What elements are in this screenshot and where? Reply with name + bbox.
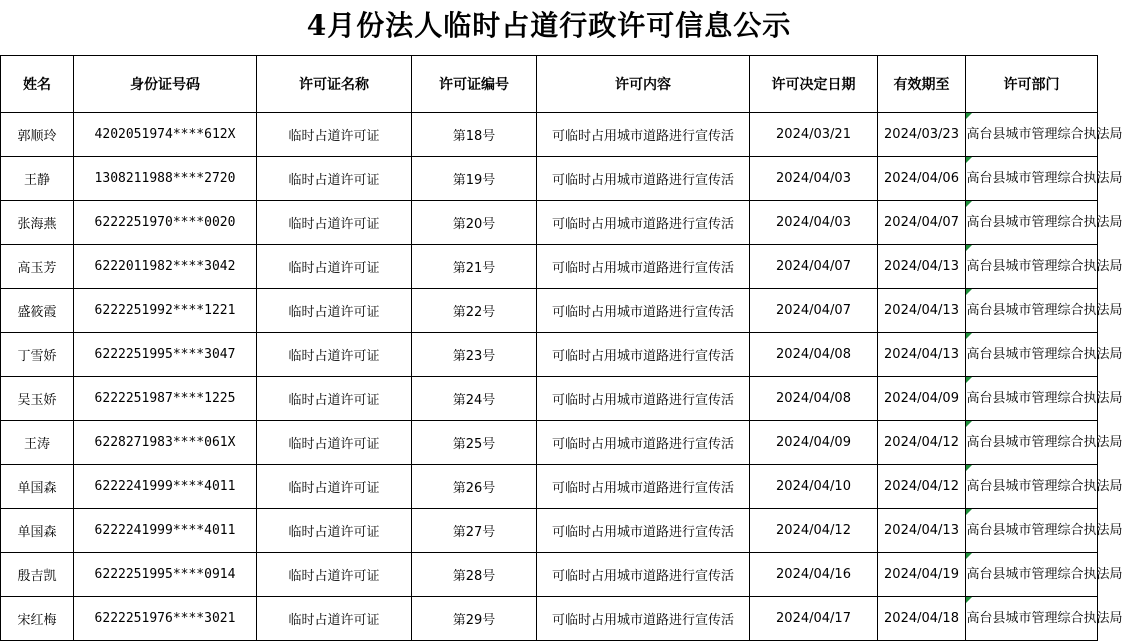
cell-valid-until: 2024/04/12	[878, 465, 966, 509]
cell-comment-marker-icon	[966, 289, 972, 295]
cell-permit-content: 可临时占用城市道路进行宣传活	[537, 377, 750, 421]
cell-license-name: 临时占道许可证	[257, 333, 412, 377]
cell-id-number: 6222251992****1221	[74, 289, 257, 333]
cell-name: 郭顺玲	[1, 113, 74, 157]
cell-decision-date: 2024/04/07	[750, 245, 878, 289]
cell-permit-content: 可临时占用城市道路进行宣传活	[537, 289, 750, 333]
cell-name: 单国森	[1, 465, 74, 509]
cell-comment-marker-icon	[966, 245, 972, 251]
cell-decision-date: 2024/03/21	[750, 113, 878, 157]
cell-name: 王涛	[1, 421, 74, 465]
cell-permit-content: 可临时占用城市道路进行宣传活	[537, 509, 750, 553]
cell-permit-content: 可临时占用城市道路进行宣传活	[537, 157, 750, 201]
cell-valid-until: 2024/04/19	[878, 553, 966, 597]
cell-department	[966, 157, 1123, 201]
cell-license-number: 第25号	[412, 421, 537, 465]
header-permit-content: 许可内容	[537, 56, 750, 113]
cell-permit-content: 可临时占用城市道路进行宣传活	[537, 113, 750, 157]
header-decision-date: 许可决定日期	[750, 56, 878, 113]
header-license-number: 许可证编号	[412, 56, 537, 113]
header-name: 姓名	[1, 56, 74, 113]
cell-name: 单国森	[1, 509, 74, 553]
header-id-number: 身份证号码	[74, 56, 257, 113]
cell-license-name: 临时占道许可证	[257, 157, 412, 201]
cell-decision-date: 2024/04/16	[750, 553, 878, 597]
cell-valid-until: 2024/04/06	[878, 157, 966, 201]
cell-name: 殷吉凯	[1, 553, 74, 597]
cell-license-number: 第23号	[412, 333, 537, 377]
cell-license-name: 临时占道许可证	[257, 509, 412, 553]
table-row	[1, 333, 1098, 377]
cell-id-number: 6222241999****4011	[74, 509, 257, 553]
cell-valid-until: 2024/04/13	[878, 333, 966, 377]
cell-department	[966, 509, 1123, 553]
cell-department	[966, 333, 1123, 377]
cell-license-number: 第29号	[412, 597, 537, 641]
cell-permit-content: 可临时占用城市道路进行宣传活	[537, 421, 750, 465]
cell-name: 盛筱霞	[1, 289, 74, 333]
cell-decision-date: 2024/04/17	[750, 597, 878, 641]
cell-id-number: 6222011982****3042	[74, 245, 257, 289]
cell-comment-marker-icon	[966, 157, 972, 163]
header-valid-until: 有效期至	[878, 56, 966, 113]
department-label: 高台县城市管理综合执法局	[966, 171, 1123, 186]
department-label: 高台县城市管理综合执法局	[966, 479, 1123, 494]
cell-license-number: 第19号	[412, 157, 537, 201]
table-row	[1, 597, 1098, 641]
header-license-name: 许可证名称	[257, 56, 412, 113]
cell-license-number: 第27号	[412, 509, 537, 553]
table-row	[1, 289, 1098, 333]
cell-name: 吴玉娇	[1, 377, 74, 421]
cell-name: 张海燕	[1, 201, 74, 245]
cell-comment-marker-icon	[966, 553, 972, 559]
table-row	[1, 245, 1098, 289]
cell-decision-date: 2024/04/03	[750, 157, 878, 201]
cell-license-name: 临时占道许可证	[257, 113, 412, 157]
department-label: 高台县城市管理综合执法局	[966, 523, 1123, 538]
cell-license-number: 第26号	[412, 465, 537, 509]
cell-comment-marker-icon	[966, 377, 972, 383]
department-label: 高台县城市管理综合执法局	[966, 303, 1123, 318]
department-label: 高台县城市管理综合执法局	[966, 611, 1123, 626]
cell-decision-date: 2024/04/09	[750, 421, 878, 465]
cell-license-number: 第24号	[412, 377, 537, 421]
table-row	[1, 201, 1098, 245]
cell-id-number: 6222251976****3021	[74, 597, 257, 641]
cell-permit-content: 可临时占用城市道路进行宣传活	[537, 597, 750, 641]
department-label: 高台县城市管理综合执法局	[966, 215, 1123, 230]
cell-department	[966, 377, 1123, 421]
cell-decision-date: 2024/04/07	[750, 289, 878, 333]
cell-decision-date: 2024/04/08	[750, 333, 878, 377]
cell-department	[966, 113, 1123, 157]
cell-valid-until: 2024/04/12	[878, 421, 966, 465]
cell-license-name: 临时占道许可证	[257, 289, 412, 333]
cell-id-number: 1308211988****2720	[74, 157, 257, 201]
cell-id-number: 6228271983****061X	[74, 421, 257, 465]
cell-id-number: 6222251995****3047	[74, 333, 257, 377]
cell-license-number: 第20号	[412, 201, 537, 245]
cell-license-name: 临时占道许可证	[257, 201, 412, 245]
table-row	[1, 553, 1098, 597]
permit-table	[0, 55, 1123, 641]
cell-name: 丁雪娇	[1, 333, 74, 377]
cell-department	[966, 289, 1123, 333]
cell-name: 宋红梅	[1, 597, 74, 641]
cell-license-name: 临时占道许可证	[257, 597, 412, 641]
cell-permit-content: 可临时占用城市道路进行宣传活	[537, 201, 750, 245]
table-row	[1, 509, 1098, 553]
cell-license-name: 临时占道许可证	[257, 553, 412, 597]
department-label: 高台县城市管理综合执法局	[966, 391, 1123, 406]
cell-id-number: 4202051974****612X	[74, 113, 257, 157]
cell-comment-marker-icon	[966, 597, 972, 603]
cell-decision-date: 2024/04/12	[750, 509, 878, 553]
cell-license-number: 第21号	[412, 245, 537, 289]
cell-id-number: 6222251970****0020	[74, 201, 257, 245]
cell-department	[966, 201, 1123, 245]
cell-comment-marker-icon	[966, 201, 972, 207]
cell-permit-content: 可临时占用城市道路进行宣传活	[537, 333, 750, 377]
cell-license-name: 临时占道许可证	[257, 245, 412, 289]
cell-name: 高玉芳	[1, 245, 74, 289]
department-label: 高台县城市管理综合执法局	[966, 435, 1123, 450]
cell-valid-until: 2024/04/09	[878, 377, 966, 421]
cell-decision-date: 2024/04/10	[750, 465, 878, 509]
cell-license-name: 临时占道许可证	[257, 421, 412, 465]
department-label: 高台县城市管理综合执法局	[966, 259, 1123, 274]
department-label: 高台县城市管理综合执法局	[966, 567, 1123, 582]
department-label: 高台县城市管理综合执法局	[966, 347, 1123, 362]
table-row	[1, 465, 1098, 509]
cell-decision-date: 2024/04/03	[750, 201, 878, 245]
department-label: 高台县城市管理综合执法局	[966, 127, 1123, 142]
table-row	[1, 421, 1098, 465]
cell-permit-content: 可临时占用城市道路进行宣传活	[537, 553, 750, 597]
cell-permit-content: 可临时占用城市道路进行宣传活	[537, 465, 750, 509]
cell-permit-content: 可临时占用城市道路进行宣传活	[537, 245, 750, 289]
cell-comment-marker-icon	[966, 509, 972, 515]
cell-valid-until: 2024/04/18	[878, 597, 966, 641]
cell-department	[966, 597, 1123, 641]
cell-id-number: 6222241999****4011	[74, 465, 257, 509]
cell-comment-marker-icon	[966, 465, 972, 471]
cell-license-number: 第22号	[412, 289, 537, 333]
header-row	[1, 56, 1098, 113]
cell-valid-until: 2024/04/13	[878, 289, 966, 333]
cell-department	[966, 245, 1123, 289]
cell-comment-marker-icon	[966, 113, 972, 119]
cell-valid-until: 2024/04/13	[878, 509, 966, 553]
cell-department	[966, 465, 1123, 509]
cell-department	[966, 421, 1123, 465]
header-department: 许可部门	[966, 56, 1098, 113]
cell-license-name: 临时占道许可证	[257, 465, 412, 509]
cell-valid-until: 2024/04/13	[878, 245, 966, 289]
cell-comment-marker-icon	[966, 421, 972, 427]
cell-name: 王静	[1, 157, 74, 201]
page-title: 4月份法人临时占道行政许可信息公示	[306, 9, 792, 42]
cell-license-number: 第28号	[412, 553, 537, 597]
cell-comment-marker-icon	[966, 333, 972, 339]
cell-license-number: 第18号	[412, 113, 537, 157]
cell-department	[966, 553, 1123, 597]
cell-license-name: 临时占道许可证	[257, 377, 412, 421]
table-row	[1, 113, 1098, 157]
table-row	[1, 157, 1098, 201]
cell-id-number: 6222251995****0914	[74, 553, 257, 597]
cell-decision-date: 2024/04/08	[750, 377, 878, 421]
table-row	[1, 377, 1098, 421]
cell-valid-until: 2024/03/23	[878, 113, 966, 157]
cell-id-number: 6222251987****1225	[74, 377, 257, 421]
cell-valid-until: 2024/04/07	[878, 201, 966, 245]
